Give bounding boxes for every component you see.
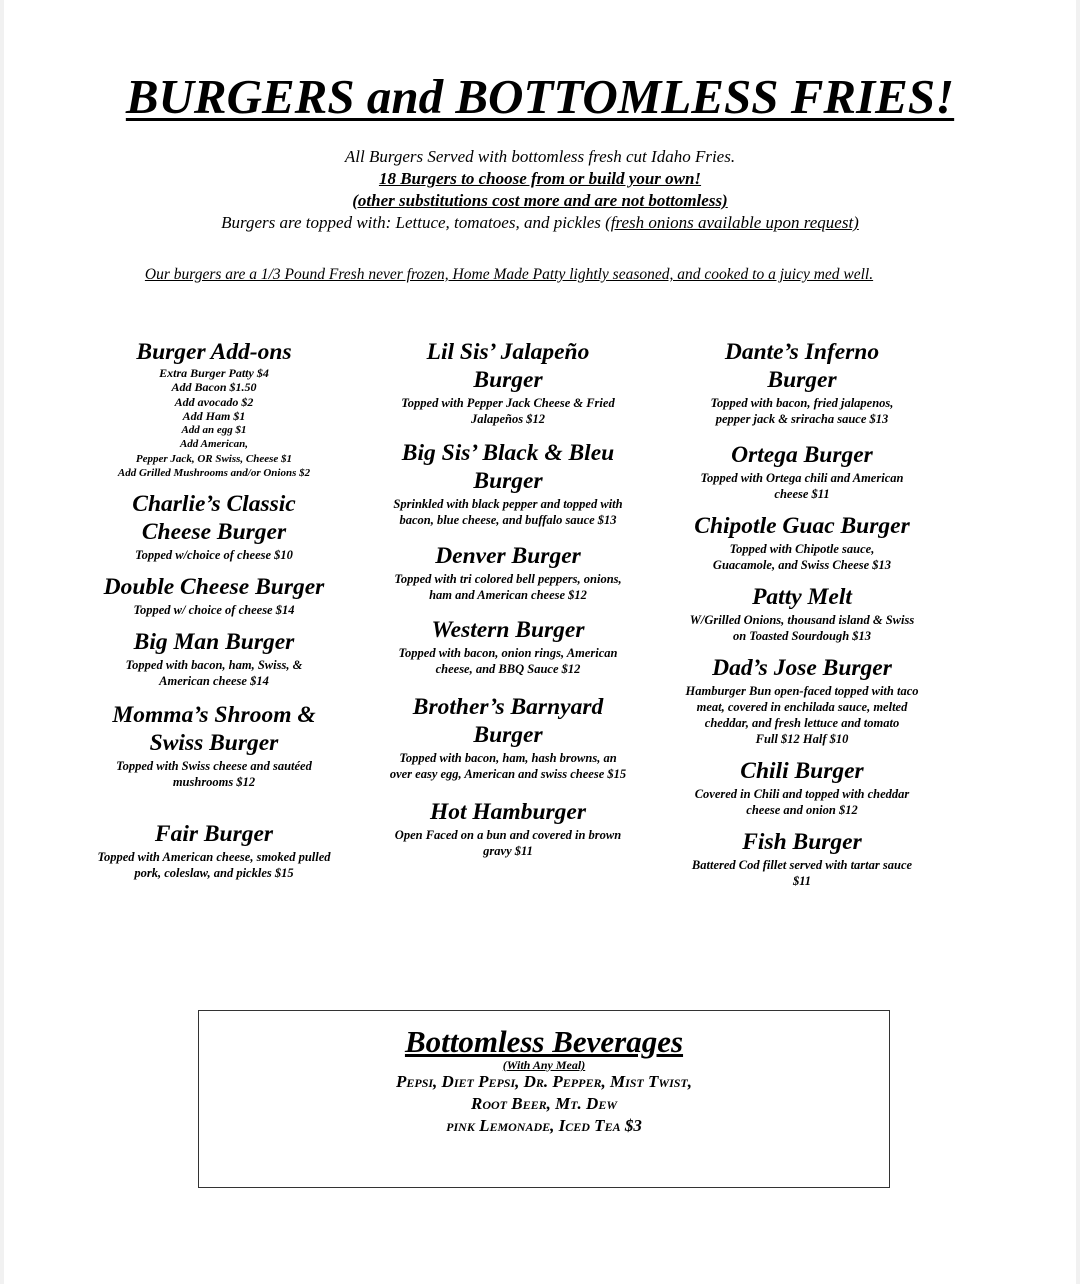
menu-column-3 (652, 338, 952, 889)
item-desc: Topped with Swiss cheese and sautéed mushrooms $12 (116, 759, 312, 790)
item-desc: Open Faced on a bun and covered in brown gravy $11 (394, 828, 622, 858)
beverages-line-2: Root Beer, Mt. Dew (471, 1094, 617, 1113)
item-desc: Topped with tri colored bell peppers, onions, ham and American cheese $12 (394, 572, 622, 602)
item-desc: Topped w/ choice of cheese $14 (133, 603, 295, 618)
item-name: Lil Sis’ Jalapeño Burger (426, 339, 590, 393)
item-name: Hot Hamburger (429, 799, 587, 825)
item-name: Western Burger (431, 617, 585, 643)
item-name: Fair Burger (154, 821, 274, 848)
toppings-text: Burgers are topped with: Lettuce, tomatoes, and pickles (221, 213, 606, 232)
menu-item (692, 338, 912, 427)
item-name: Dante’s Inferno Burger (724, 339, 880, 393)
menu-item (398, 338, 618, 427)
intro-line-3: (other substitutions cost more and are not bottomless) (352, 191, 728, 210)
menu-item (388, 542, 628, 603)
menu-item (682, 441, 922, 502)
menu-item (388, 798, 628, 859)
item-desc: Topped with Ortega chili and American cheese $11 (700, 471, 904, 501)
addon-item: Pepper Jack, OR Swiss, Cheese $1 (135, 452, 293, 465)
item-name: Ortega Burger (731, 442, 873, 468)
intro-block (4, 146, 1076, 234)
menu-item (682, 583, 922, 644)
menu-item (99, 628, 329, 689)
item-name: Double Cheese Burger (103, 574, 325, 601)
beverages-box (198, 1010, 890, 1188)
addon-item: Add an egg $1 (181, 424, 247, 437)
addon-item: Add avocado $2 (174, 394, 254, 409)
menu-item (682, 757, 922, 818)
item-desc: Topped with bacon, ham, Swiss, & American cheese $14 (125, 658, 303, 689)
item-name: Denver Burger (435, 543, 581, 569)
item-desc: Topped with bacon, ham, hash browns, an over easy egg, American and swiss cheese $15 (389, 751, 627, 781)
onions-note: (fresh onions available upon request) (605, 213, 859, 232)
item-name: Patty Melt (752, 584, 852, 610)
intro-line-4 (4, 212, 1076, 234)
beverages-line-1: Pepsi, Diet Pepsi, Dr. Pepper, Mist Twist, (395, 1072, 692, 1091)
menu-item (388, 693, 628, 782)
addon-item: Add American, (179, 438, 249, 451)
menu-item (388, 439, 628, 528)
item-name: Fish Burger (742, 829, 862, 855)
addon-item: Add Bacon $1.50 (171, 380, 257, 395)
patty-note: Our burgers are a 1/3 Pound Fresh never frozen, Home Made Patty lightly seasoned, and cooked to a juicy med well. (144, 266, 874, 283)
item-desc: Covered in Chili and topped with cheddar cheese and onion $12 (694, 787, 910, 817)
item-desc: Battered Cod fillet served with tartar sauce $11 (691, 858, 913, 888)
item-desc: W/Grilled Onions, thousand island & Swiss on Toasted Sourdough $13 (689, 613, 915, 643)
item-name: Chili Burger (740, 758, 864, 784)
menu-item (94, 701, 334, 790)
menu-title: BURGERS and BOTTOMLESS FRIES! (125, 69, 955, 124)
menu-item (104, 490, 324, 563)
item-price: Full $12 Half $10 (755, 732, 849, 746)
addon-item: Extra Burger Patty $4 (159, 366, 269, 380)
item-name: Chipotle Guac Burger (694, 513, 910, 539)
addons-heading: Burger Add-ons (136, 339, 292, 365)
item-desc: Hamburger Bun open-faced topped with taco meat, covered in enchilada sauce, melted cheddar, and fresh lettuce and tomato (685, 684, 919, 730)
item-desc: Topped with American cheese, smoked pulled pork, coleslaw, and pickles $15 (97, 850, 331, 881)
item-name: Brother’s Barnyard Burger (412, 694, 604, 748)
menu-item (388, 616, 628, 677)
item-name: Big Sis’ Black & Bleu Burger (401, 440, 615, 494)
beverages-title: Bottomless Beverages (404, 1024, 684, 1059)
item-desc: Topped with Chipotle sauce, Guacamole, and Swiss Cheese $13 (712, 542, 892, 572)
menu-item (94, 820, 334, 881)
addon-item: Add Grilled Mushrooms and/or Onions $2 (117, 467, 311, 480)
item-desc: Topped w/choice of cheese $10 (135, 548, 293, 563)
item-desc: Topped with bacon, fried jalapenos, pepper jack & sriracha sauce $13 (710, 396, 894, 426)
item-desc: Topped with Pepper Jack Cheese & Fried Jalapeños $12 (401, 396, 615, 426)
menu-item (682, 654, 922, 747)
menu-page (4, 0, 1076, 1284)
menu-column-1 (64, 338, 364, 881)
addon-item: Add Ham $1 (182, 408, 246, 423)
menu-column-2 (358, 338, 658, 859)
addons-list (64, 366, 364, 480)
intro-line-1: All Burgers Served with bottomless fresh cut Idaho Fries. (344, 147, 736, 166)
beverages-subtitle: (With Any Meal) (502, 1058, 586, 1072)
item-desc: Topped with bacon, onion rings, American cheese, and BBQ Sauce $12 (398, 646, 618, 676)
menu-item (64, 573, 364, 618)
intro-line-2: 18 Burgers to choose from or build your own! (378, 169, 702, 188)
menu-item (682, 828, 922, 889)
item-desc: Sprinkled with black pepper and topped with bacon, blue cheese, and buffalo sauce $13 (393, 497, 623, 527)
beverages-line-3: pink Lemonade, Iced Tea $3 (446, 1116, 642, 1135)
item-name: Dad’s Jose Burger (712, 655, 892, 681)
addons-section (64, 338, 364, 480)
item-name: Big Man Burger (133, 629, 295, 656)
menu-item (682, 512, 922, 573)
item-name: Charlie’s Classic Cheese Burger (132, 491, 296, 546)
item-name: Momma’s Shroom & Swiss Burger (112, 702, 316, 757)
